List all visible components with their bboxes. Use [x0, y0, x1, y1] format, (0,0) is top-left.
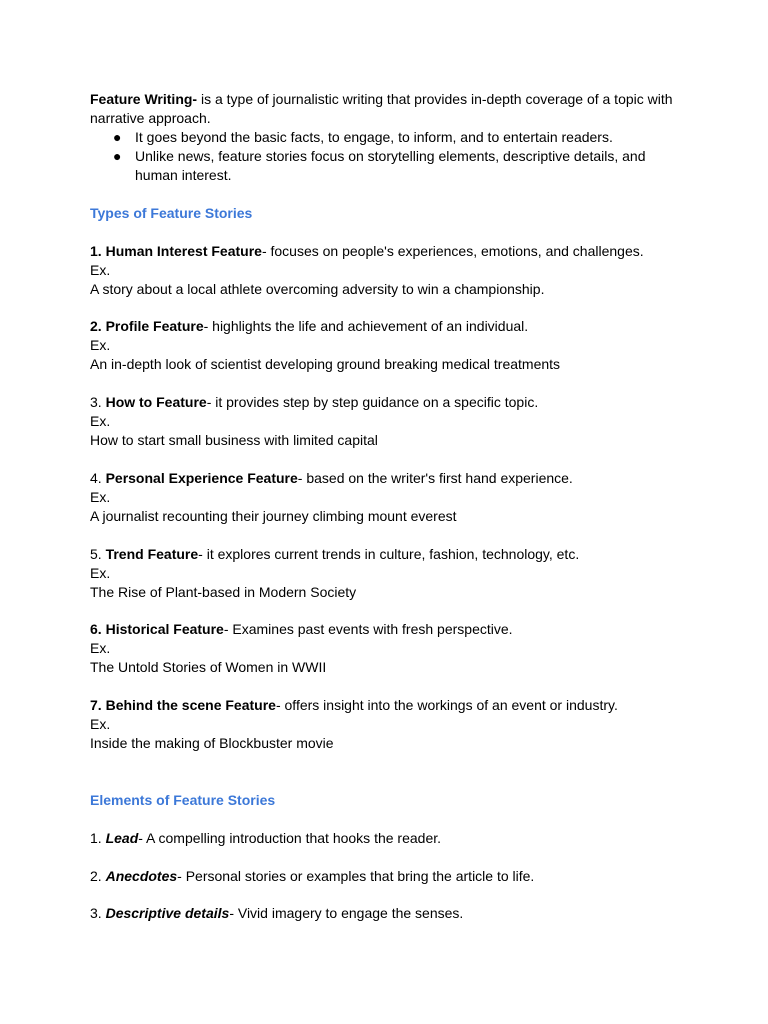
type-line: [90, 242, 680, 261]
element-description: - Personal stories or examples that bring the article to life.: [177, 867, 535, 884]
example-label: Ex.: [90, 564, 111, 581]
element-number: 1.: [90, 829, 106, 846]
type-description: - offers insight into the workings of an event or industry.: [275, 697, 618, 713]
intro-definition: is a type of journalistic writing that provides in-depth coverage of a topic with narrative approach.: [90, 91, 673, 126]
example-label: Ex.: [90, 413, 111, 429]
type-title: Trend Feature: [105, 545, 199, 562]
element-title: Descriptive details: [105, 905, 230, 922]
element-item: [90, 904, 680, 923]
type-item: [90, 620, 680, 677]
element-number: 2.: [90, 867, 106, 884]
example-text: A story about a local athlete overcoming adversity to win a championship.: [90, 280, 545, 297]
type-number: 4.: [90, 469, 106, 486]
type-description: - focuses on people's experiences, emotions, and challenges.: [261, 242, 644, 259]
bullet-item: [90, 128, 680, 147]
type-description: - it provides step by step guidance on a specific topic.: [206, 394, 539, 410]
example-label: Ex.: [90, 261, 111, 278]
type-description: - highlights the life and achievement of an individual.: [203, 318, 529, 335]
intro-term: Feature Writing-: [90, 91, 198, 107]
type-item: [90, 393, 680, 450]
example-label: Ex.: [90, 488, 111, 505]
example-text: An in-depth look of scientist developing ground breaking medical treatments: [90, 356, 561, 373]
type-item: [90, 545, 680, 602]
type-line: [90, 545, 680, 564]
type-title: Human Interest Feature: [105, 242, 262, 259]
element-description: - Vivid imagery to engage the senses.: [229, 905, 464, 922]
type-number: 7.: [90, 697, 106, 713]
example-label: Ex.: [90, 716, 111, 732]
bullet-text: Unlike news, feature stories focus on storytelling elements, descriptive details, and human interest.: [135, 148, 646, 183]
type-description: - based on the writer's first hand experience.: [297, 469, 573, 486]
type-line: [90, 317, 680, 336]
type-item: [90, 696, 680, 753]
type-item: [90, 469, 680, 526]
element-number: 3.: [90, 905, 106, 922]
element-item: [90, 867, 680, 886]
type-number: 2.: [90, 318, 106, 335]
example-text: The Rise of Plant-based in Modern Society: [90, 583, 357, 600]
types-heading: Types of Feature Stories: [90, 204, 253, 221]
element-title: Anecdotes: [105, 867, 178, 884]
type-line: [90, 393, 680, 412]
bullet-icon: ●: [113, 148, 122, 164]
type-description: - it explores current trends in culture, fashion, technology, etc.: [198, 545, 580, 562]
type-title: Profile Feature: [105, 318, 204, 335]
elements-heading: Elements of Feature Stories: [90, 792, 276, 808]
type-line: [90, 696, 680, 715]
element-description: - A compelling introduction that hooks the reader.: [138, 829, 442, 846]
type-number: 3.: [90, 394, 106, 410]
bullet-icon: ●: [113, 129, 122, 145]
element-item: [90, 829, 680, 848]
example-label: Ex.: [90, 337, 111, 354]
example-text: A journalist recounting their journey climbing mount everest: [90, 507, 457, 524]
element-title: Lead: [105, 829, 139, 846]
example-text: Inside the making of Blockbuster movie: [90, 735, 334, 751]
type-title: Personal Experience Feature: [105, 469, 298, 486]
type-item: [90, 317, 680, 374]
type-title: How to Feature: [105, 394, 207, 410]
type-title: Behind the scene Feature: [105, 697, 276, 713]
type-description: - Examines past events with fresh perspective.: [223, 621, 513, 638]
example-text: How to start small business with limited capital: [90, 432, 378, 448]
bullet-item: [90, 147, 680, 185]
example-label: Ex.: [90, 640, 111, 657]
type-line: [90, 469, 680, 488]
type-number: 1.: [90, 242, 106, 259]
document-page: [90, 90, 680, 923]
example-text: The Untold Stories of Women in WWII: [90, 659, 327, 676]
type-line: [90, 620, 680, 639]
type-item: [90, 242, 680, 299]
type-number: 5.: [90, 545, 106, 562]
intro-paragraph: [90, 90, 680, 128]
type-title: Historical Feature: [105, 621, 224, 638]
intro-bullet-list: [90, 128, 680, 185]
bullet-text: It goes beyond the basic facts, to engage, to inform, and to entertain readers.: [135, 129, 613, 145]
type-number: 6.: [90, 621, 106, 638]
